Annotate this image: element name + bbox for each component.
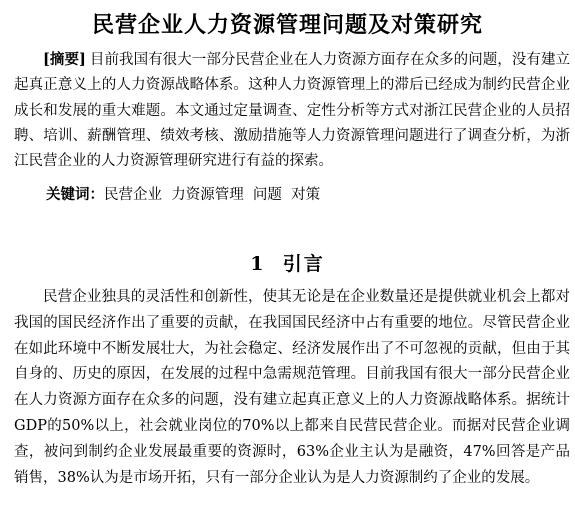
section-heading: 1 引言 — [250, 253, 325, 275]
abstract-paragraph — [14, 47, 570, 174]
abstract-text: 目前我国有很大一部分民营企业在人力资源方面存在众多的问题，没有建立起真正意义上的人力资源战略体系。这种人力资源管理上的滞后已经成为制约民营企业成长和发展的重大难题。本文通过定量调查、定性分析等方式对浙江民营企业的人员招聘、培训、薪酬管理、绩效考核、激励措施等人力资源管理问题进行了调查分析，为浙江民营企业的人力资源管理研究进行有益的探索。 — [14, 52, 570, 170]
keywords-line — [46, 183, 320, 204]
keywords-label: 关键词： — [46, 186, 104, 203]
abstract-label: [摘要] — [43, 51, 86, 68]
document-title: 民营企业人力资源管理问题及对策研究 — [91, 12, 483, 38]
keywords-text: 民营企业 力资源管理 问题 对策 — [104, 187, 321, 203]
section-paragraph: 民营企业独具的灵活性和创新性，使其无论是在企业数量还是提供就业机会上都对我国的国民经济作出了重要的贡献，在我国国民经济中占有重要的地位。尽管民营企业在如此环境中不断发展壮大，为社会稳定、经济发展作出了不可忽视的贡献，但由于其自身的、历史的原因，在发展的过程中急需规范管理。目前我国有很大一部分民营企业在人力资源方面存在众多的问题，没有建立起真正意义上的人力资源战略体系。据统计GDP的50%以上，社会就业岗位的70%以上都来自民营民营企业。而据对民营企业调查，被问到制约企业发展最重要的资源时，63%企业主认为是融资，47%回答是产品销售，38%认为是市场开拓，只有一部分企业认为是人力资源制约了企业的发展。 — [14, 289, 570, 486]
